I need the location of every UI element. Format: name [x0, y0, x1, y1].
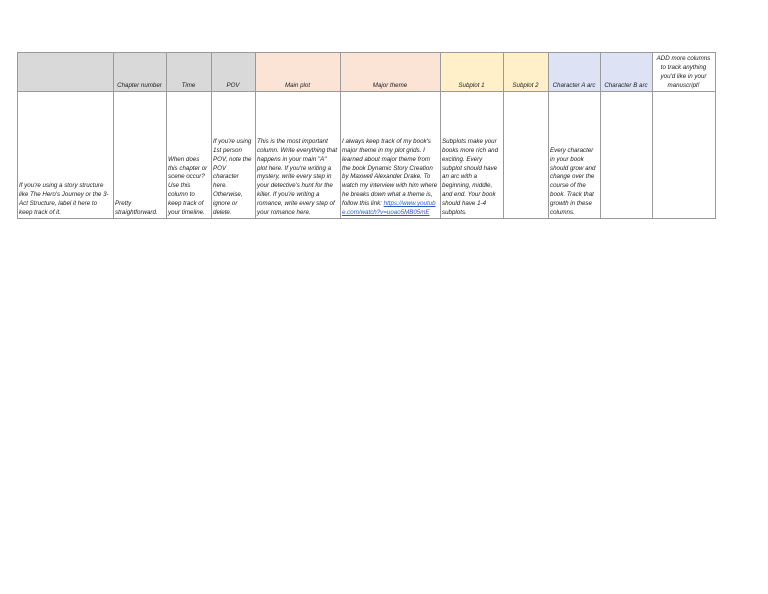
- cell-major-theme[interactable]: [341, 92, 441, 219]
- header-structure[interactable]: [18, 53, 114, 92]
- major-theme-text: I always keep track of my book's major theme in my plot grids. I learned about major theme from the book Dynamic Story Creation by Maxwell Alexander Drake. To watch my interview with him where he breaks down what a theme is, follow this link:: [342, 137, 438, 208]
- youtube-link[interactable]: https://www.youtube.com/watch?v=uoao5MB05mE: [342, 200, 436, 217]
- header-subplot-1[interactable]: Subplot 1: [441, 53, 504, 92]
- cell-subplot-2[interactable]: [504, 92, 549, 219]
- header-time[interactable]: Time: [167, 53, 212, 92]
- cell-subplot-1[interactable]: Subplots make your books more rich and exciting. Every subplot should have an arc with a beginning, middle, and end. Your book should have 1-4 subplots.: [441, 92, 504, 219]
- cell-structure[interactable]: If you're using a story structure like The Hero's Journey or the 3-Act Structure, label it here to keep track of it.: [18, 92, 114, 219]
- header-pov[interactable]: POV: [212, 53, 256, 92]
- header-character-b-arc[interactable]: Character B arc: [601, 53, 653, 92]
- header-character-a-arc[interactable]: Character A arc: [549, 53, 601, 92]
- header-add-more-columns[interactable]: ADD more columns to track anything you'd like in your manuscript!: [653, 53, 716, 92]
- cell-add-more[interactable]: [653, 92, 716, 219]
- cell-character-a-arc[interactable]: Every character in your book should grow and change over the course of the book. Track that growth in these columns.: [549, 92, 601, 219]
- cell-time[interactable]: When does this chapter or scene occur? Use this column to keep track of your timeline.: [167, 92, 212, 219]
- plot-grid-sheet: [17, 52, 716, 219]
- header-row: [18, 53, 716, 92]
- instruction-row: [18, 92, 716, 219]
- header-major-theme[interactable]: Major theme: [341, 53, 441, 92]
- cell-main-plot[interactable]: This is the most important column. Write everything that happens in your main "A" plot here. If you're writing a mystery, write every step in your detective's hunt for the killer. If you're writing a romance, write every step of your romance here.: [256, 92, 341, 219]
- cell-chapter-number[interactable]: Pretty straightforward.: [114, 92, 167, 219]
- cell-pov[interactable]: If you're using 1st person POV, note the POV character here. Otherwise, ignore or delete.: [212, 92, 256, 219]
- header-subplot-2[interactable]: Subplot 2: [504, 53, 549, 92]
- cell-character-b-arc[interactable]: [601, 92, 653, 219]
- header-chapter-number[interactable]: Chapter number: [114, 53, 167, 92]
- header-main-plot[interactable]: Main plot: [256, 53, 341, 92]
- plot-grid-table: [17, 52, 716, 219]
